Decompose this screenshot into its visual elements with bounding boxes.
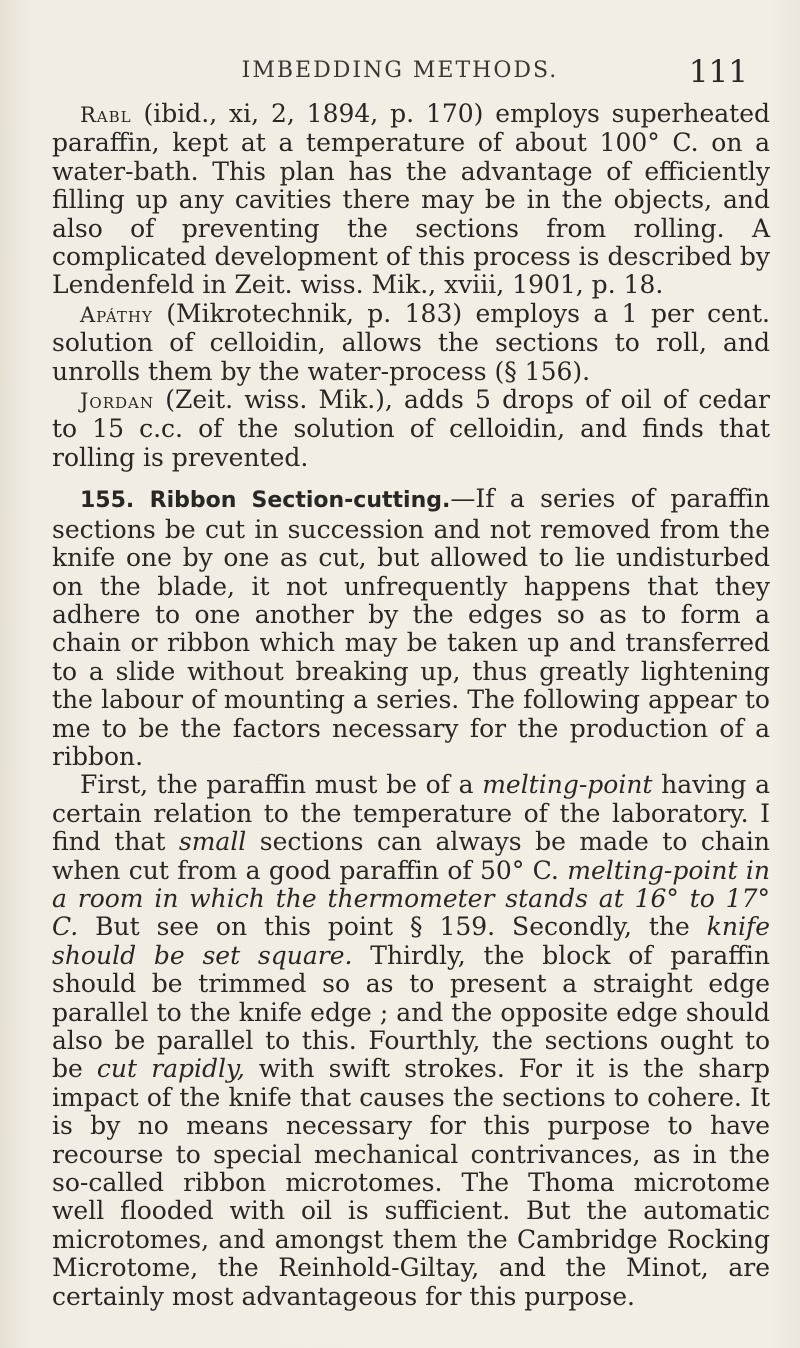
paragraph-text: (Zeit. wiss. Mik.), adds 5 drops of oil of cedar to 15 c.c. of the solution of celloidin, and finds that rolling is prevented. (52, 385, 770, 472)
emphasis: melting-point in a room in which the thermometer stands at 16° to 17° C. (52, 855, 770, 942)
text-run: Thirdly, the block of paraffin should be trimmed so as to present a straight edge parallel to the knife edge ; and the opposite edge should also be parallel to this. Fourthly, the sections ought to be (52, 940, 770, 1084)
emphasis: small (178, 827, 247, 857)
page-number: 111 (688, 54, 748, 90)
paragraph-jordan (52, 386, 770, 472)
text-run: sections can always be made to chain when cut from a good paraffin of 50° C. (52, 827, 770, 885)
section-155-factors (52, 771, 770, 1311)
paragraph-text: (ibid., xi, 2, 1894, p. 170) employs superheated paraffin, kept at a temperature of about 100° C. on a water-bath. This plan has the advantage of efficiently filling up any cavities there may be in the objects, and also of preventing the sections from rolling. A complicated development of this process is described by Lendenfeld in Zeit. wiss. Mik., xviii, 1901, p. 18. (52, 99, 770, 300)
emphasis: knife should be set square. (52, 912, 770, 970)
page-body (52, 100, 770, 1311)
section-155-intro (52, 485, 770, 771)
emphasis: cut rapidly, (96, 1054, 245, 1084)
text-run: with swift strokes. For it is the sharp impact of the knife that causes the sections to cohere. It is by no means necessary for this purpose to have recourse to special mechanical contrivances, as in the so-called ribbon microtomes. The Thoma microtome well flooded with oil is sufficient. But the automatic microtomes, and amongst them the Cambridge Rocking Microtome, the Reinhold-Giltay, and the Minot, are certainly most advantageous for this purpose. (52, 1054, 770, 1311)
emphasis: melting-point (482, 770, 653, 800)
page-header (0, 54, 800, 98)
author-name: Jordan (80, 389, 154, 414)
text-run: But see on this point § 159. Secondly, the (78, 912, 707, 942)
paragraph-rabl (52, 100, 770, 300)
section-intro-text: —If a series of paraffin sections be cut in succession and not removed from the knife one by one as cut, but allowed to lie undisturbed on the blade, it not unfrequently happens that they adhere to one another by the edges so as to form a chain or ribbon which may be taken up and transferred to a slide without breaking up, thus greatly lightening the labour of mounting a series. The following appear to me to be the factors necessary for the production of a ribbon. (52, 484, 771, 771)
author-name: Rabl (80, 103, 132, 127)
section-number: 155. (80, 488, 135, 514)
running-head: IMBEDDING METHODS. (241, 58, 559, 83)
paragraph-text: (Mikrotechnik, p. 183) employs a 1 per cent. solution of celloidin, allows the sections to roll, and unrolls them by the water-process (§ 156). (52, 298, 770, 386)
author-name: Apáthy (80, 302, 153, 327)
section-title: Ribbon Section-cutting. (149, 488, 451, 514)
text-run: having a certain relation to the temperature of the laboratory. I find that (52, 770, 770, 857)
paragraph-apathy (52, 300, 770, 386)
text-run: First, the paraffin must be of a (80, 770, 483, 800)
